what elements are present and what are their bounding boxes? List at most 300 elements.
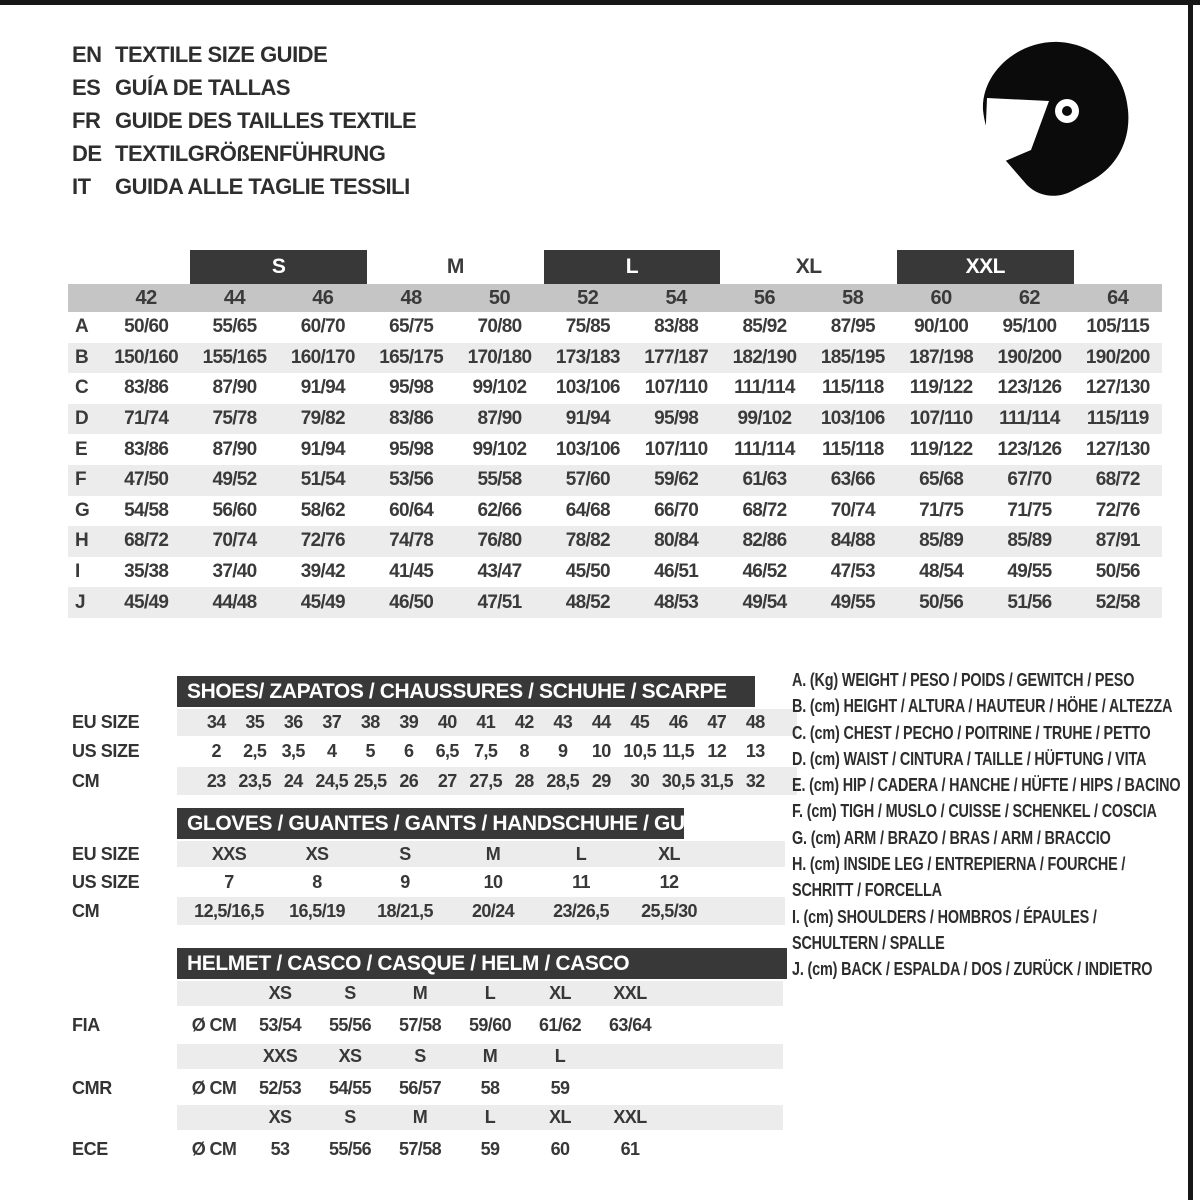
glove-cm-value: 12,5/16,5 xyxy=(194,900,264,921)
measure-value: 190/200 xyxy=(1085,346,1150,368)
shoe-cm-value: 28,5 xyxy=(546,770,580,791)
cmr-standard-label: CMR xyxy=(72,1077,112,1098)
shoe-eu-size: 48 xyxy=(745,712,765,732)
shoes-cm-label: CM xyxy=(72,770,100,791)
helmet-value: 53 xyxy=(270,1138,290,1159)
measure-value: 78/82 xyxy=(565,530,610,552)
size-label-xl: XL xyxy=(795,255,822,278)
measure-value: 71/75 xyxy=(1007,499,1052,521)
measure-value: 177/187 xyxy=(644,346,709,368)
measure-value: 68/72 xyxy=(1095,469,1140,491)
helmet-size: XXS xyxy=(262,1046,298,1066)
legend-line: F. (cm) TIGH / MUSLO / CUISSE / SCHENKEL / COSCIA xyxy=(792,801,1157,822)
helmet-value: 60 xyxy=(550,1138,570,1159)
measure-value: 47/50 xyxy=(124,469,169,491)
numeric-size: 50 xyxy=(488,286,511,309)
glove-cm-value: 23/26,5 xyxy=(553,900,609,921)
helmet-value: 56/57 xyxy=(398,1077,442,1098)
measure-value: 83/86 xyxy=(124,438,169,460)
helmet-value: 54/55 xyxy=(328,1077,372,1098)
measure-value: 91/94 xyxy=(565,408,610,430)
measure-value: 49/55 xyxy=(830,591,875,613)
helmet-value: 61/62 xyxy=(538,1014,582,1035)
measure-value: 107/110 xyxy=(644,377,708,399)
measure-value: 76/80 xyxy=(477,530,522,552)
ece-size-header-row xyxy=(177,1105,783,1130)
shoe-us-size: 6 xyxy=(404,741,414,761)
legend-line: SCHRITT / FORCELLA xyxy=(792,880,942,901)
measure-value: 182/190 xyxy=(732,346,797,368)
measure-value: 47/53 xyxy=(830,561,875,583)
measure-value: 91/94 xyxy=(300,377,345,399)
shoe-cm-value: 27,5 xyxy=(469,770,503,791)
measure-value: 75/85 xyxy=(565,316,610,338)
measure-value: 123/126 xyxy=(997,438,1062,460)
size-label-l: L xyxy=(544,250,721,284)
measurement-rows xyxy=(68,312,1162,618)
helmet-size: XXL xyxy=(613,1107,647,1127)
glove-eu-size: L xyxy=(575,843,587,864)
gloves-eu-size-label: EU SIZE xyxy=(72,843,140,864)
numeric-size: 48 xyxy=(400,286,422,309)
measure-value: 83/88 xyxy=(654,316,699,338)
measure-value: 59/62 xyxy=(654,469,699,491)
measure-value: 80/84 xyxy=(654,530,699,552)
fia-size-header-row xyxy=(177,981,783,1006)
shoe-eu-size: 43 xyxy=(553,712,573,732)
helmet-section-title: HELMET / CASCO / CASQUE / HELM / CASCO xyxy=(187,951,630,975)
size-label-m: M xyxy=(446,255,464,278)
glove-eu-size: S xyxy=(399,843,411,864)
measure-value: 45/50 xyxy=(565,561,610,583)
numeric-size: 54 xyxy=(665,286,687,309)
row-letter: E xyxy=(75,438,87,460)
measure-value: 85/89 xyxy=(919,530,964,552)
measure-row-e xyxy=(68,434,1162,465)
fia-values-row xyxy=(177,1008,783,1042)
shoe-us-size: 11,5 xyxy=(662,741,695,761)
shoe-eu-size: 44 xyxy=(591,712,611,732)
measure-value: 65/75 xyxy=(389,316,434,338)
measure-value: 85/89 xyxy=(1007,530,1052,552)
measure-value: 83/86 xyxy=(124,377,169,399)
measure-value: 87/90 xyxy=(477,408,522,430)
shoe-cm-value: 27 xyxy=(437,770,457,791)
shoe-us-size: 13 xyxy=(745,741,765,761)
shoe-eu-size: 41 xyxy=(476,712,496,732)
language-title: GUÍA DE TALLAS xyxy=(115,74,291,100)
helmet-size: XL xyxy=(549,983,571,1003)
legend-line: A. (Kg) WEIGHT / PESO / POIDS / GEWITCH / PESO xyxy=(792,670,1135,690)
measure-value: 45/49 xyxy=(300,591,345,613)
helmet-size: XS xyxy=(268,1107,292,1127)
helmet-value: 59/60 xyxy=(468,1014,512,1035)
helmet-value: 58 xyxy=(480,1077,500,1098)
language-title: GUIDA ALLE TAGLIE TESSILI xyxy=(115,173,410,199)
glove-eu-size: XS xyxy=(305,843,329,864)
gloves-cm-row xyxy=(177,897,785,925)
measure-value: 87/95 xyxy=(830,316,875,338)
helmet-size: S xyxy=(414,1046,426,1066)
measure-value: 68/72 xyxy=(124,530,169,552)
measure-value: 47/51 xyxy=(477,591,522,613)
gloves-cm-label: CM xyxy=(72,900,100,921)
measure-value: 111/114 xyxy=(734,438,795,460)
language-title: GUIDE DES TAILLES TEXTILE xyxy=(115,107,417,133)
row-letter: B xyxy=(75,346,89,368)
visor-pivot-inner xyxy=(1062,106,1072,116)
cmr-values-row xyxy=(177,1071,783,1105)
glove-cm-value: 20/24 xyxy=(471,900,515,921)
measure-value: 103/106 xyxy=(555,438,620,460)
numeric-size: 44 xyxy=(223,286,246,309)
helmet-value: 59 xyxy=(550,1077,570,1098)
diameter-label: Ø CM xyxy=(191,1014,237,1035)
shoe-us-size: 12 xyxy=(707,741,727,761)
glove-us-size: 9 xyxy=(400,872,410,892)
size-label-xxl: XXL xyxy=(897,250,1074,284)
helmet-value: 57/58 xyxy=(398,1138,442,1159)
shoe-eu-size: 46 xyxy=(668,712,688,732)
helmet-size: XXL xyxy=(613,983,647,1003)
measure-value: 50/56 xyxy=(919,591,964,613)
measure-value: 82/86 xyxy=(742,530,787,552)
measure-row-c xyxy=(68,373,1162,404)
helmet-value: 52/53 xyxy=(258,1077,302,1098)
helmet-value: 57/58 xyxy=(398,1014,442,1035)
glove-us-size: 12 xyxy=(659,872,679,892)
measure-row-i xyxy=(68,557,1162,588)
measure-value: 87/91 xyxy=(1095,530,1140,552)
measure-value: 170/180 xyxy=(467,346,532,368)
measure-value: 111/114 xyxy=(999,408,1060,430)
legend-line: C. (cm) CHEST / PECHO / POITRINE / TRUHE / PETTO xyxy=(792,722,1151,743)
measure-value: 46/52 xyxy=(742,561,787,583)
measure-value: 49/54 xyxy=(742,591,787,613)
helmet-value: 53/54 xyxy=(258,1014,302,1035)
measure-value: 185/195 xyxy=(820,346,885,368)
measure-value: 173/183 xyxy=(555,346,620,368)
measure-row-b xyxy=(68,343,1162,374)
measure-value: 71/75 xyxy=(919,499,964,521)
helmet-value: 59 xyxy=(480,1138,500,1159)
shoe-eu-size: 42 xyxy=(514,712,534,732)
shoe-us-size: 6,5 xyxy=(435,741,459,761)
measure-value: 70/74 xyxy=(212,530,257,552)
row-letter: J xyxy=(75,591,85,613)
helmet-value: 55/56 xyxy=(328,1138,372,1159)
measure-value: 87/90 xyxy=(212,377,257,399)
measure-value: 165/175 xyxy=(379,346,444,368)
measurement-legend xyxy=(792,667,1192,983)
measure-value: 44/48 xyxy=(212,591,257,613)
diameter-label: Ø CM xyxy=(191,1138,237,1159)
measure-value: 155/165 xyxy=(202,346,267,368)
shoe-eu-size: 38 xyxy=(360,712,380,732)
shoe-cm-value: 29 xyxy=(591,770,611,791)
measure-value: 49/52 xyxy=(212,469,257,491)
measure-value: 72/76 xyxy=(300,530,345,552)
measure-value: 115/118 xyxy=(821,377,884,399)
measure-row-a xyxy=(68,312,1162,343)
language-title: TEXTILE SIZE GUIDE xyxy=(115,41,328,67)
measure-value: 72/76 xyxy=(1095,499,1140,521)
helmet-size: M xyxy=(412,1107,428,1127)
measure-value: 41/45 xyxy=(389,561,434,583)
measure-row-f xyxy=(68,465,1162,496)
measure-value: 105/115 xyxy=(1086,316,1150,338)
measure-value: 74/78 xyxy=(389,530,434,552)
shoe-cm-value: 30 xyxy=(630,770,650,791)
measure-value: 119/122 xyxy=(909,438,973,460)
shoe-cm-value: 28 xyxy=(514,770,534,791)
legend-line: G. (cm) ARM / BRAZO / BRAS / ARM / BRACCIO xyxy=(792,827,1111,848)
glove-cm-value: 25,5/30 xyxy=(641,900,697,921)
language-row xyxy=(72,104,416,137)
glove-cm-value: 16,5/19 xyxy=(289,900,345,921)
measure-value: 48/52 xyxy=(565,591,610,613)
legend-line: B. (cm) HEIGHT / ALTURA / HAUTEUR / HÖHE / ALTEZZA xyxy=(792,696,1173,717)
helmet-size: S xyxy=(344,983,356,1003)
gloves-eu-size-row xyxy=(177,841,785,867)
gloves-us-size-row xyxy=(177,869,785,896)
gloves-section-title: GLOVES / GUANTES / GANTS / HANDSCHUHE / GUANTI xyxy=(187,811,733,835)
legend-line: D. (cm) WAIST / CINTURA / TAILLE / HÜFTUNG / VITA xyxy=(792,748,1147,769)
measure-value: 55/58 xyxy=(477,469,522,491)
language-code: ES xyxy=(72,74,101,100)
shoe-us-size: 3,5 xyxy=(281,741,305,761)
helmet-size: L xyxy=(554,1046,566,1066)
row-letter: D xyxy=(75,408,89,430)
measure-value: 46/51 xyxy=(654,561,699,583)
measure-value: 51/54 xyxy=(300,469,345,491)
helmet-size: M xyxy=(482,1046,498,1066)
gloves-section-header xyxy=(177,808,733,839)
ece-standard-label: ECE xyxy=(72,1138,108,1159)
measure-value: 62/66 xyxy=(477,499,522,521)
measure-value: 111/114 xyxy=(734,377,795,399)
shoe-eu-size: 47 xyxy=(707,712,727,732)
ece-values-row xyxy=(177,1132,783,1166)
measure-value: 75/78 xyxy=(212,408,257,430)
helmet-icon xyxy=(973,40,1135,212)
shoe-us-size: 9 xyxy=(558,741,568,761)
measure-value: 46/50 xyxy=(389,591,434,613)
shoe-cm-value: 30,5 xyxy=(661,770,695,791)
shoe-us-size: 10 xyxy=(591,741,611,761)
legend-line: J. (cm) BACK / ESPALDA / DOS / ZURÜCK / INDIETRO xyxy=(792,959,1153,980)
measure-value: 95/98 xyxy=(389,438,434,460)
measure-value: 115/118 xyxy=(821,438,884,460)
measure-value: 58/62 xyxy=(300,499,345,521)
measure-value: 79/82 xyxy=(300,408,345,430)
row-letter: G xyxy=(75,499,90,521)
numeric-size: 56 xyxy=(753,286,776,309)
shoes-us-size-row xyxy=(177,738,797,765)
shoe-eu-size: 40 xyxy=(437,712,457,732)
measure-value: 95/98 xyxy=(389,377,434,399)
measure-value: 95/100 xyxy=(1002,316,1057,338)
right-border xyxy=(1188,0,1193,1200)
glove-us-size: 7 xyxy=(224,872,234,892)
measure-value: 70/74 xyxy=(830,499,875,521)
numeric-size-header-row xyxy=(68,284,1162,312)
helmet-value: 55/56 xyxy=(328,1014,372,1035)
measure-value: 91/94 xyxy=(300,438,345,460)
language-row xyxy=(72,137,416,170)
helmet-size: L xyxy=(484,1107,496,1127)
measure-value: 99/102 xyxy=(472,377,527,399)
size-label-s: S xyxy=(190,250,367,284)
row-letter: A xyxy=(75,316,89,338)
measure-value: 187/198 xyxy=(909,346,973,368)
measure-value: 160/170 xyxy=(290,346,355,368)
measure-value: 87/90 xyxy=(212,438,257,460)
measure-value: 60/70 xyxy=(300,316,345,338)
shoe-cm-value: 32 xyxy=(745,770,765,791)
measure-value: 84/88 xyxy=(830,530,875,552)
shoes-us-size-label: US SIZE xyxy=(72,741,140,761)
measure-value: 60/64 xyxy=(389,499,434,521)
row-letter: I xyxy=(75,561,80,583)
language-row xyxy=(72,170,416,203)
measure-value: 51/56 xyxy=(1007,591,1052,613)
cmr-size-header-row xyxy=(177,1044,783,1069)
measure-value: 48/53 xyxy=(654,591,699,613)
row-letter: H xyxy=(75,530,89,552)
measure-value: 67/70 xyxy=(1007,469,1052,491)
measure-row-g xyxy=(68,496,1162,527)
glove-us-size: 10 xyxy=(483,872,503,892)
language-code: DE xyxy=(72,140,102,166)
glove-eu-size: M xyxy=(485,843,501,864)
helmet-value: 61 xyxy=(620,1138,640,1159)
measure-row-h xyxy=(68,526,1162,557)
helmet-size: L xyxy=(484,983,496,1003)
measure-value: 70/80 xyxy=(477,316,522,338)
measure-value: 66/70 xyxy=(654,499,699,521)
glove-eu-size: XL xyxy=(658,843,680,864)
measure-value: 55/65 xyxy=(212,316,257,338)
language-code: FR xyxy=(72,107,101,133)
measure-value: 90/100 xyxy=(914,316,969,338)
helmet-size: S xyxy=(344,1107,356,1127)
numeric-size: 64 xyxy=(1107,286,1129,309)
language-title-list xyxy=(72,38,416,203)
measure-value: 45/49 xyxy=(124,591,169,613)
measure-value: 64/68 xyxy=(565,499,610,521)
measure-value: 85/92 xyxy=(742,316,787,338)
glove-us-size: 8 xyxy=(312,872,322,892)
measure-value: 54/58 xyxy=(124,499,169,521)
shoe-eu-size: 45 xyxy=(630,712,650,732)
measure-value: 52/58 xyxy=(1095,591,1140,613)
measure-value: 107/110 xyxy=(644,438,708,460)
shoe-cm-value: 24,5 xyxy=(315,770,349,791)
glove-eu-size: XXS xyxy=(211,843,247,864)
measure-value: 103/106 xyxy=(820,408,885,430)
helmet-value: 63/64 xyxy=(608,1014,652,1035)
fia-standard-label: FIA xyxy=(72,1014,100,1035)
measure-value: 103/106 xyxy=(555,377,620,399)
numeric-size: 62 xyxy=(1018,286,1041,309)
shoe-cm-value: 26 xyxy=(399,770,419,791)
measure-row-d xyxy=(68,404,1162,435)
measure-value: 123/126 xyxy=(997,377,1062,399)
shoes-eu-size-label: EU SIZE xyxy=(72,712,140,732)
numeric-size: 46 xyxy=(312,286,334,309)
language-code: EN xyxy=(72,41,102,67)
measure-value: 190/200 xyxy=(997,346,1062,368)
shoe-eu-size: 39 xyxy=(399,712,419,732)
measure-value: 127/130 xyxy=(1085,438,1150,460)
row-letter: C xyxy=(75,377,89,399)
glove-cm-value: 18/21,5 xyxy=(377,900,433,921)
measure-value: 50/60 xyxy=(124,316,169,338)
measure-value: 150/160 xyxy=(114,346,179,368)
language-title: TEXTILGRÖßENFÜHRUNG xyxy=(115,140,386,166)
glove-us-size: 11 xyxy=(572,872,590,892)
measure-value: 39/42 xyxy=(300,561,345,583)
textile-size-table xyxy=(68,250,1162,618)
measure-value: 50/56 xyxy=(1095,561,1140,583)
helmet-size: M xyxy=(412,983,428,1003)
measure-value: 35/38 xyxy=(124,561,169,583)
shoe-us-size: 2,5 xyxy=(243,741,267,761)
shoes-cm-row xyxy=(177,767,797,795)
measure-row-j xyxy=(68,587,1162,618)
measure-value: 119/122 xyxy=(909,377,973,399)
row-letter: F xyxy=(75,469,86,491)
measure-value: 95/98 xyxy=(654,408,699,430)
top-border xyxy=(0,0,1200,5)
shoe-us-size: 4 xyxy=(327,741,337,761)
measure-value: 43/47 xyxy=(477,561,522,583)
shoe-eu-size: 34 xyxy=(206,712,226,732)
shoe-eu-size: 37 xyxy=(322,712,342,732)
shoe-cm-value: 24 xyxy=(283,770,303,791)
legend-line: H. (cm) INSIDE LEG / ENTREPIERNA / FOURCHE / xyxy=(792,854,1126,875)
numeric-size: 52 xyxy=(577,286,599,309)
measure-value: 53/56 xyxy=(389,469,434,491)
shoe-us-size: 8 xyxy=(519,741,529,761)
shoe-eu-size: 36 xyxy=(283,712,303,732)
measure-value: 61/63 xyxy=(742,469,787,491)
measure-value: 49/55 xyxy=(1007,561,1052,583)
measure-value: 68/72 xyxy=(742,499,787,521)
shoe-cm-value: 23 xyxy=(206,770,226,791)
shoe-us-size: 10,5 xyxy=(623,741,657,761)
legend-line: SCHULTERN / SPALLE xyxy=(792,932,945,953)
helmet-size: XL xyxy=(549,1107,571,1127)
shoes-section-header xyxy=(177,676,755,707)
language-row xyxy=(72,38,416,71)
measure-value: 56/60 xyxy=(212,499,257,521)
measure-value: 37/40 xyxy=(212,561,257,583)
measure-value: 48/54 xyxy=(919,561,964,583)
shoe-us-size: 2 xyxy=(211,741,221,761)
measure-value: 99/102 xyxy=(472,438,527,460)
numeric-size: 58 xyxy=(842,286,864,309)
gloves-us-size-label: US SIZE xyxy=(72,872,140,892)
legend-line: I. (cm) SHOULDERS / HOMBROS / ÉPAULES / xyxy=(792,906,1097,927)
measure-value: 99/102 xyxy=(737,408,792,430)
shoe-us-size: 5 xyxy=(365,741,375,761)
measure-value: 107/110 xyxy=(909,408,973,430)
shoe-us-size: 7,5 xyxy=(474,741,498,761)
size-letter-header-row xyxy=(68,250,1162,284)
numeric-size: 60 xyxy=(930,286,952,309)
